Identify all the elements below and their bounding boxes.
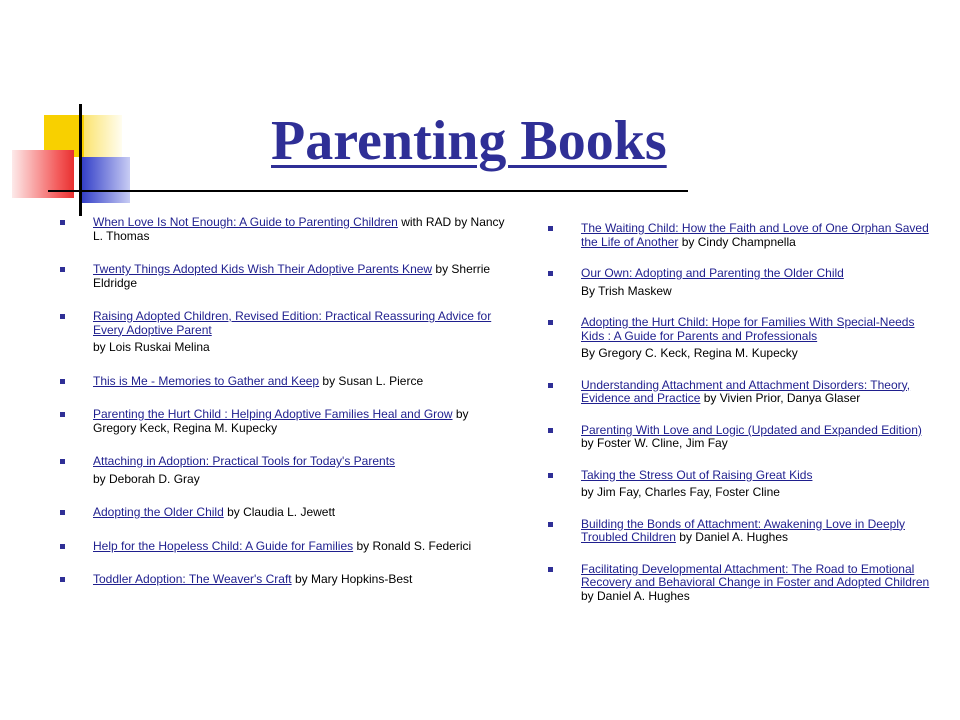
bullet-icon: [548, 428, 553, 433]
horizontal-rule: [48, 190, 688, 192]
book-link[interactable]: Twenty Things Adopted Kids Wish Their Adoptive Parents Knew: [93, 262, 433, 276]
book-author: by Jim Fay, Charles Fay, Foster Cline: [581, 485, 780, 499]
book-link[interactable]: Our Own: Adopting and Parenting the Older Child: [581, 266, 844, 280]
book-link[interactable]: Parenting the Hurt Child : Helping Adoptive Families Heal and Grow: [93, 407, 453, 421]
list-item: [60, 455, 515, 486]
vertical-rule: [79, 104, 82, 216]
book-author: by Vivien Prior, Danya Glaser: [700, 391, 861, 405]
bullet-icon: [60, 267, 65, 272]
book-author: by Lois Ruskai Melina: [93, 340, 210, 354]
book-link[interactable]: Toddler Adoption: The Weaver's Craft: [93, 572, 292, 586]
bullet-icon: [60, 577, 65, 582]
book-link[interactable]: Raising Adopted Children, Revised Edition: Practical Reassuring Advice for Every Adoptive Parent: [93, 309, 492, 337]
left-book-list: [60, 216, 515, 607]
yellow-fade-decoration: [84, 115, 122, 157]
slide-title: Parenting Books: [271, 110, 667, 172]
list-item: [548, 469, 933, 500]
book-author: by Susan L. Pierce: [319, 373, 424, 388]
list-item: [548, 267, 933, 298]
list-item: [548, 316, 933, 361]
list-item: [548, 379, 933, 406]
book-link[interactable]: Help for the Hopeless Child: A Guide for Families: [93, 538, 354, 553]
book-author: by Claudia L. Jewett: [223, 505, 336, 519]
book-author: by Cindy Champnella: [678, 234, 796, 249]
book-link[interactable]: When Love Is Not Enough: A Guide to Parenting Children: [93, 215, 398, 229]
bullet-icon: [548, 271, 553, 276]
book-link[interactable]: Attaching in Adoption: Practical Tools for Today's Parents: [93, 454, 396, 468]
bullet-icon: [548, 473, 553, 478]
list-item: [60, 310, 515, 355]
list-item: [60, 573, 515, 587]
list-item: [548, 222, 933, 249]
book-author: By Trish Maskew: [581, 283, 672, 298]
bullet-icon: [60, 379, 65, 384]
list-item: [60, 506, 515, 520]
book-link[interactable]: Facilitating Developmental Attachment: The Road to Emotional Recovery and Behavioral Change in Foster and Adopted Children: [581, 561, 930, 589]
list-item: [60, 263, 515, 290]
book-author: by Daniel A. Hughes: [675, 530, 789, 544]
bullet-icon: [548, 567, 553, 572]
list-item: [548, 424, 933, 451]
book-link[interactable]: The Waiting Child: How the Faith and Love of One Orphan Saved the Life of Another: [581, 221, 929, 249]
book-author: with RAD by Nancy L. Thomas: [93, 215, 505, 243]
book-link[interactable]: Understanding Attachment and Attachment Disorders: Theory, Evidence and Practice: [581, 377, 911, 405]
list-item: [548, 563, 933, 604]
blue-square-decoration: [82, 157, 130, 203]
book-link[interactable]: Parenting With Love and Logic (Updated and Expanded Edition): [581, 422, 922, 437]
bullet-icon: [60, 314, 65, 319]
right-book-list: [548, 222, 933, 621]
book-author: by Gregory Keck, Regina M. Kupecky: [93, 407, 469, 435]
book-link[interactable]: Building the Bonds of Attachment: Awakening Love in Deeply Troubled Children: [581, 516, 905, 544]
book-author: by Deborah D. Gray: [93, 471, 200, 486]
bullet-icon: [60, 412, 65, 417]
bullet-icon: [60, 459, 65, 464]
book-author: by Ronald S. Federici: [353, 538, 472, 553]
list-item: [60, 540, 515, 554]
bullet-icon: [548, 383, 553, 388]
book-link[interactable]: Adopting the Older Child: [93, 505, 224, 519]
book-link[interactable]: This is Me - Memories to Gather and Keep: [93, 373, 320, 388]
bullet-icon: [60, 510, 65, 515]
bullet-icon: [60, 544, 65, 549]
bullet-icon: [548, 226, 553, 231]
list-item: [60, 408, 515, 435]
bullet-icon: [548, 522, 553, 527]
book-author: by Foster W. Cline, Jim Fay: [581, 436, 728, 450]
book-author: by Daniel A. Hughes: [581, 588, 690, 603]
bullet-icon: [60, 220, 65, 225]
book-link[interactable]: Adopting the Hurt Child: Hope for Families With Special-Needs Kids : A Guide for Parents and Professionals: [581, 315, 915, 343]
book-link[interactable]: Taking the Stress Out of Raising Great Kids: [581, 467, 813, 482]
book-author: by Sherrie Eldridge: [93, 262, 491, 290]
bullet-icon: [548, 320, 553, 325]
list-item: [548, 518, 933, 545]
list-item: [60, 375, 515, 389]
list-item: [60, 216, 515, 243]
book-author: By Gregory C. Keck, Regina M. Kupecky: [581, 346, 798, 360]
book-author: by Mary Hopkins-Best: [291, 572, 413, 586]
